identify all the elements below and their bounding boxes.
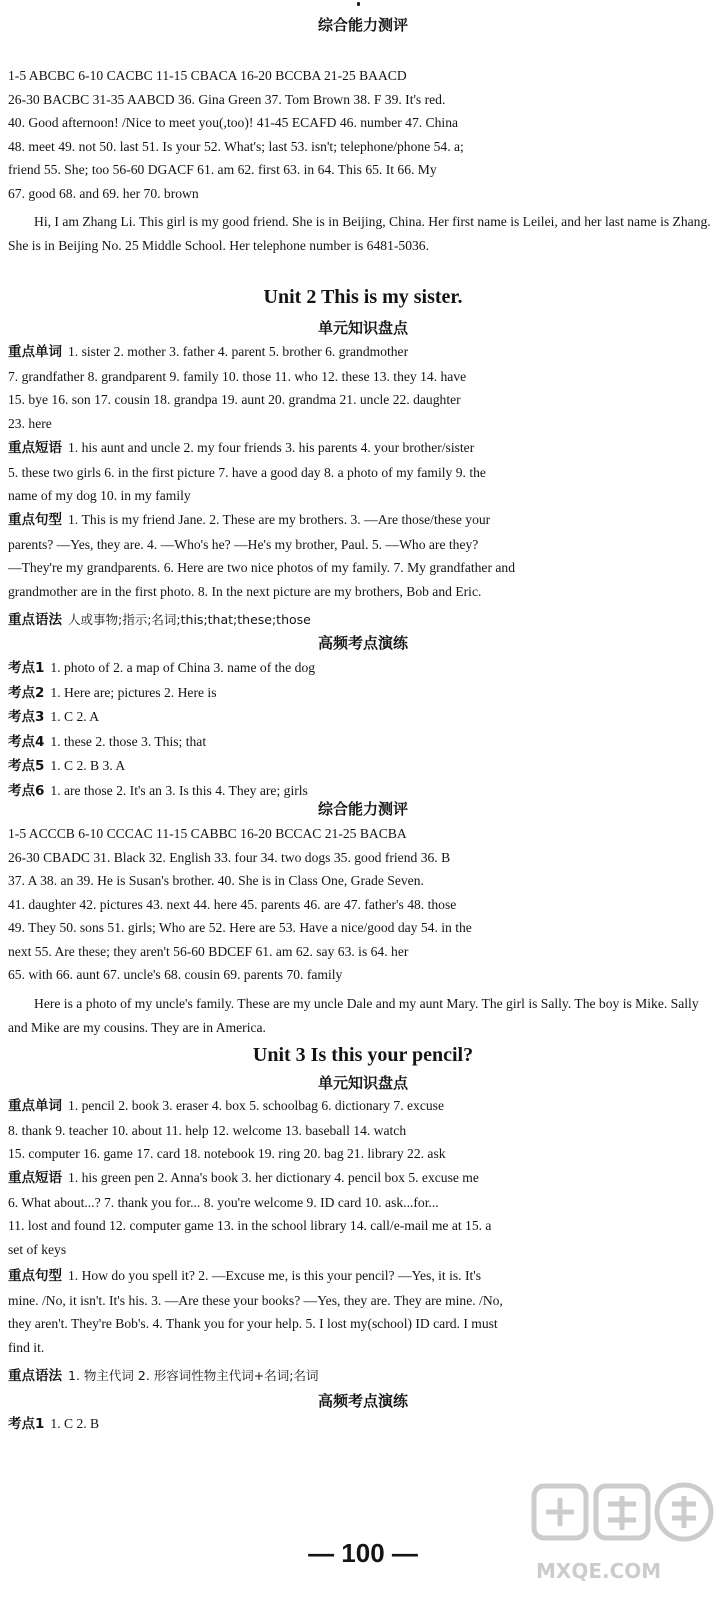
answer-block xyxy=(8,822,716,987)
answer-line: 15. bye 16. son 17. cousin 18. grandpa 19. aunt 20. grandma 21. uncle 22. daughter xyxy=(8,392,461,407)
section-heading: 单元知识盘点 xyxy=(317,319,408,337)
key-sentences xyxy=(8,508,716,603)
answer-line: 1. pencil 2. book 3. eraser 4. box 5. schoolbag 6. dictionary 7. excuse xyxy=(68,1098,444,1113)
answer-line: grandmother are in the first photo. 8. In the next picture are my brothers, Bob and Eric. xyxy=(8,583,482,599)
answer-line: 37. A 38. an 39. He is Susan's brother. 40. She is in Class One, Grade Seven. xyxy=(8,873,424,888)
unit-title: Unit 3 Is this your pencil? xyxy=(252,1044,474,1066)
answer-line: set of keys xyxy=(8,1241,67,1257)
writing-passage: Hi, I am Zhang Li. This girl is my good friend. She is in Beijing, China. Her first name is Leilei, and her last name is Zhang. She is in Beijing No. 25 Middle School. Her telephone number is 6481-5036. xyxy=(8,214,711,253)
answer-line: 49. They 50. sons 51. girls; Who are 52. Here are 53. Have a nice/good day 54. in the xyxy=(8,920,472,935)
label-key-words: 重点单词 xyxy=(8,1098,62,1114)
answer-line: parents? —Yes, they are. 4. —Who's he? —He's my brother, Paul. 5. —Who are they? xyxy=(8,536,479,552)
answer-line: 41. daughter 42. pictures 43. next 44. here 45. parents 46. are 47. father's 48. those xyxy=(8,896,457,912)
answer-line: 6. What about...? 7. thank you for... 8. you're welcome 9. ID card 10. ask...for... xyxy=(8,1194,439,1210)
label-key-grammar: 重点语法 xyxy=(8,1368,62,1384)
answer-line: 26-30 BACBC 31-35 AABCD 36. Gina Green 37. Tom Brown 38. F 39. It's red. xyxy=(8,91,446,107)
answer-line: 7. grandfather 8. grandparent 9. family 10. those 11. who 12. these 13. they 14. have xyxy=(8,368,467,384)
answer-line: they aren't. They're Bob's. 4. Thank you for your help. 5. I lost my(school) ID card. I must xyxy=(8,1316,498,1331)
practice-answers: 1. these 2. those 3. This; that xyxy=(50,733,207,749)
key-phrases xyxy=(8,1166,716,1261)
practice-label: 考点5 xyxy=(8,758,45,774)
practice-label: 考点6 xyxy=(8,782,45,799)
answer-line: next 55. Are these; they aren't 56-60 BDCEF 61. am 62. say 63. is 64. her xyxy=(8,943,409,959)
section-heading: 综合能力测评 xyxy=(317,800,408,818)
label-key-phrases: 重点短语 xyxy=(8,1170,62,1186)
answer-line: 67. good 68. and 69. her 70. brown xyxy=(8,185,199,201)
label-key-sentences: 重点句型 xyxy=(8,512,62,528)
practice-answers: 1. C 2. A xyxy=(50,709,100,724)
section-heading: 综合能力测评 xyxy=(317,16,408,34)
section-heading: 高频考点演练 xyxy=(317,1392,408,1410)
answer-line: friend 55. She; too 56-60 DGACF 61. am 62. first 63. in 64. This 65. It 66. My xyxy=(8,162,437,177)
practice-label: 考点1 xyxy=(8,660,45,676)
answer-line: 8. thank 9. teacher 10. about 11. help 12. welcome 13. baseball 14. watch xyxy=(8,1122,407,1138)
answer-line: 1-5 ABCBC 6-10 CACBC 11-15 CBACA 16-20 BCCBA 21-25 BAACD xyxy=(8,68,407,83)
answer-line: 48. meet 49. not 50. last 51. Is your 52. What's; last 53. isn't; telephone/phone 54. a; xyxy=(8,138,464,154)
label-key-sentences: 重点句型 xyxy=(8,1268,62,1284)
answer-block xyxy=(8,64,716,205)
practice-list xyxy=(8,656,716,803)
answer-line: 26-30 CBADC 31. Black 32. English 33. four 34. two dogs 35. good friend 36. B xyxy=(8,849,451,865)
practice-label: 考点4 xyxy=(8,733,45,750)
answer-line: 11. lost and found 12. computer game 13. in the school library 14. call/e-mail me at 15. a xyxy=(8,1218,492,1233)
practice-list xyxy=(8,1412,716,1437)
answer-line: 15. computer 16. game 17. card 18. notebook 19. ring 20. bag 21. library 22. ask xyxy=(8,1146,446,1161)
answer-line: 1. How do you spell it? 2. —Excuse me, is this your pencil? —Yes, it is. It's xyxy=(68,1268,482,1283)
label-key-grammar: 重点语法 xyxy=(8,612,62,628)
section-heading: 单元知识盘点 xyxy=(317,1074,408,1092)
answer-line: 人或事物;指示;名词;this;that;these;those xyxy=(68,612,311,627)
practice-answers: 1. are those 2. It's an 3. Is this 4. They are; girls xyxy=(50,782,308,798)
watermark-text: MXQE.COM xyxy=(536,1559,662,1583)
writing-passage: Here is a photo of my uncle's family. These are my uncle Dale and my aunt Mary. The girl is Sally. The boy is Mike. Sally and Mike are my cousins. They are in America. xyxy=(8,996,699,1035)
answer-line: 1. This is my friend Jane. 2. These are my brothers. 3. —Are those/these your xyxy=(68,512,491,527)
answer-line: name of my dog 10. in my family xyxy=(8,488,191,503)
answer-line: find it. xyxy=(8,1339,45,1355)
page-number: — 100 — xyxy=(308,1538,418,1568)
unit-title: Unit 2 This is my sister. xyxy=(263,286,463,308)
answer-line: 5. these two girls 6. in the first picture 7. have a good day 8. a photo of my family 9. the xyxy=(8,464,486,480)
answer-line: mine. /No, it isn't. It's his. 3. —Are these your books? —Yes, they are. They are mine. /No, xyxy=(8,1292,503,1308)
answer-line: 1. his green pen 2. Anna's book 3. her dictionary 4. pencil box 5. excuse me xyxy=(68,1170,479,1185)
answer-line: 1. 物主代词 2. 形容词性物主代词+名词;名词 xyxy=(68,1368,319,1383)
key-grammar xyxy=(8,608,716,633)
answer-line: 40. Good afternoon! /Nice to meet you(,too)! 41-45 ECAFD 46. number 47. China xyxy=(8,115,459,130)
practice-label: 考点1 xyxy=(8,1416,45,1432)
answer-line: 1. sister 2. mother 3. father 4. parent 5. brother 6. grandmother xyxy=(68,344,409,359)
answer-line: 1-5 ACCCB 6-10 CCCAC 11-15 CABBC 16-20 BCCAC 21-25 BACBA xyxy=(8,826,407,841)
practice-answers: 1. C 2. B xyxy=(50,1416,100,1431)
key-sentences xyxy=(8,1264,716,1359)
key-phrases xyxy=(8,436,716,508)
label-key-words: 重点单词 xyxy=(8,344,62,360)
watermark-logo xyxy=(528,1478,718,1594)
print-speck xyxy=(357,2,360,6)
practice-answers: 1. C 2. B 3. A xyxy=(50,758,126,773)
answer-line: 65. with 66. aunt 67. uncle's 68. cousin 69. parents 70. family xyxy=(8,967,343,982)
key-words xyxy=(8,1094,716,1166)
section-heading: 高频考点演练 xyxy=(317,634,408,652)
label-key-phrases: 重点短语 xyxy=(8,440,62,456)
answer-line: 1. his aunt and uncle 2. my four friends 3. his parents 4. your brother/sister xyxy=(68,440,475,455)
answer-line: 23. here xyxy=(8,415,52,431)
practice-label: 考点3 xyxy=(8,709,45,725)
key-grammar xyxy=(8,1364,716,1389)
practice-answers: 1. Here are; pictures 2. Here is xyxy=(50,684,217,700)
practice-label: 考点2 xyxy=(8,684,45,701)
key-words xyxy=(8,340,716,435)
practice-answers: 1. photo of 2. a map of China 3. name of the dog xyxy=(50,660,316,675)
answer-line: —They're my grandparents. 6. Here are two nice photos of my family. 7. My grandfather and xyxy=(8,560,516,575)
